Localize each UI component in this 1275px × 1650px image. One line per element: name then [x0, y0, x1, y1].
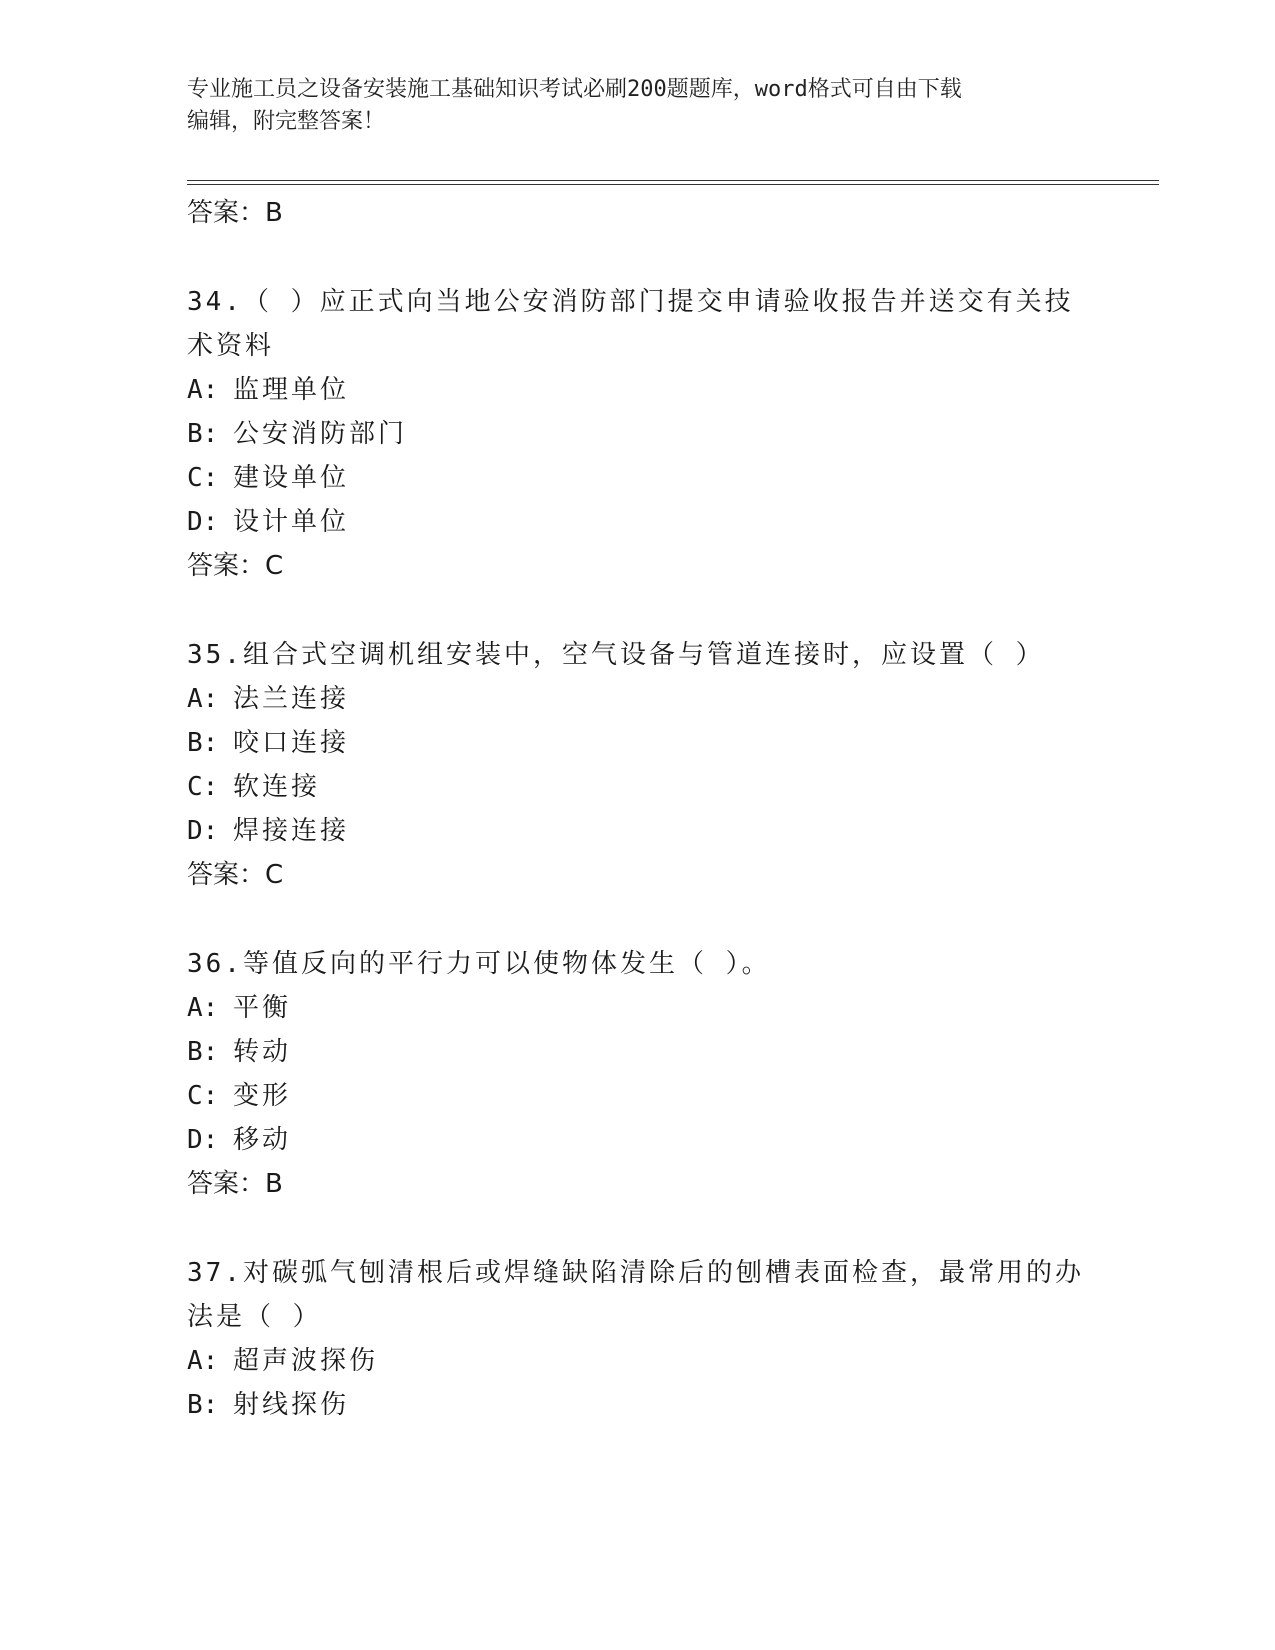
option-37-b [187, 1384, 349, 1421]
question-37-text: 37.对碳弧气刨清根后或焊缝缺陷清除后的刨槽表面检查，最常用的办 [187, 1258, 1084, 1288]
option-label: C: [187, 1081, 219, 1111]
option-label: D: [187, 507, 219, 537]
option-label: A: [187, 993, 219, 1023]
option-34-a [187, 369, 349, 406]
option-label: A: [187, 684, 219, 714]
option-text: 法兰连接 [233, 684, 350, 714]
option-35-c [187, 766, 320, 803]
option-35-d [187, 810, 349, 847]
option-36-b [187, 1031, 291, 1068]
option-34-d [187, 501, 349, 538]
header-divider-bottom [187, 184, 1159, 185]
answer-33: 答案：B [187, 198, 283, 228]
option-text: 射线探伤 [233, 1390, 350, 1420]
question-34-text-cont: 术资料 [187, 331, 275, 361]
option-35-b [187, 722, 349, 759]
option-label: B: [187, 419, 219, 449]
option-36-c [187, 1075, 291, 1112]
option-34-c [187, 457, 349, 494]
option-label: B: [187, 728, 219, 758]
option-text: 焊接连接 [233, 816, 350, 846]
question-35-text: 35.组合式空调机组安装中，空气设备与管道连接时，应设置（ ） [187, 640, 1045, 670]
option-36-a [187, 987, 291, 1024]
option-text: 移动 [233, 1125, 292, 1155]
answer-35: 答案：C [187, 860, 284, 890]
option-text: 监理单位 [233, 375, 350, 405]
option-text: 公安消防部门 [233, 419, 408, 449]
option-label: A: [187, 375, 219, 405]
option-label: D: [187, 816, 219, 846]
header-divider-top [187, 180, 1159, 181]
header-line-1: 专业施工员之设备安装施工基础知识考试必刷200题题库，word格式可自由下载 [187, 77, 962, 102]
option-label: D: [187, 1125, 219, 1155]
header-line-2: 编辑，附完整答案！ [187, 109, 386, 134]
option-text: 建设单位 [233, 463, 350, 493]
document-header [187, 74, 1087, 138]
question-34-text: 34.（ ）应正式向当地公安消防部门提交申请验收报告并送交有关技 [187, 287, 1074, 317]
option-35-a [187, 678, 349, 715]
option-text: 变形 [233, 1081, 292, 1111]
option-label: B: [187, 1390, 219, 1420]
option-label: C: [187, 772, 219, 802]
option-text: 咬口连接 [233, 728, 350, 758]
question-37-text-cont: 法是（ ） [187, 1302, 322, 1332]
option-label: C: [187, 463, 219, 493]
option-label: A: [187, 1346, 219, 1376]
answer-34: 答案：C [187, 551, 284, 581]
option-36-d [187, 1119, 291, 1156]
question-36-text: 36.等值反向的平行力可以使物体发生（ ）。 [187, 949, 771, 979]
option-text: 超声波探伤 [233, 1346, 379, 1376]
option-text: 软连接 [233, 772, 321, 802]
option-text: 平衡 [233, 993, 292, 1023]
answer-36: 答案：B [187, 1169, 283, 1199]
option-label: B: [187, 1037, 219, 1067]
option-37-a [187, 1340, 378, 1377]
option-34-b [187, 413, 407, 450]
option-text: 设计单位 [233, 507, 350, 537]
option-text: 转动 [233, 1037, 292, 1067]
